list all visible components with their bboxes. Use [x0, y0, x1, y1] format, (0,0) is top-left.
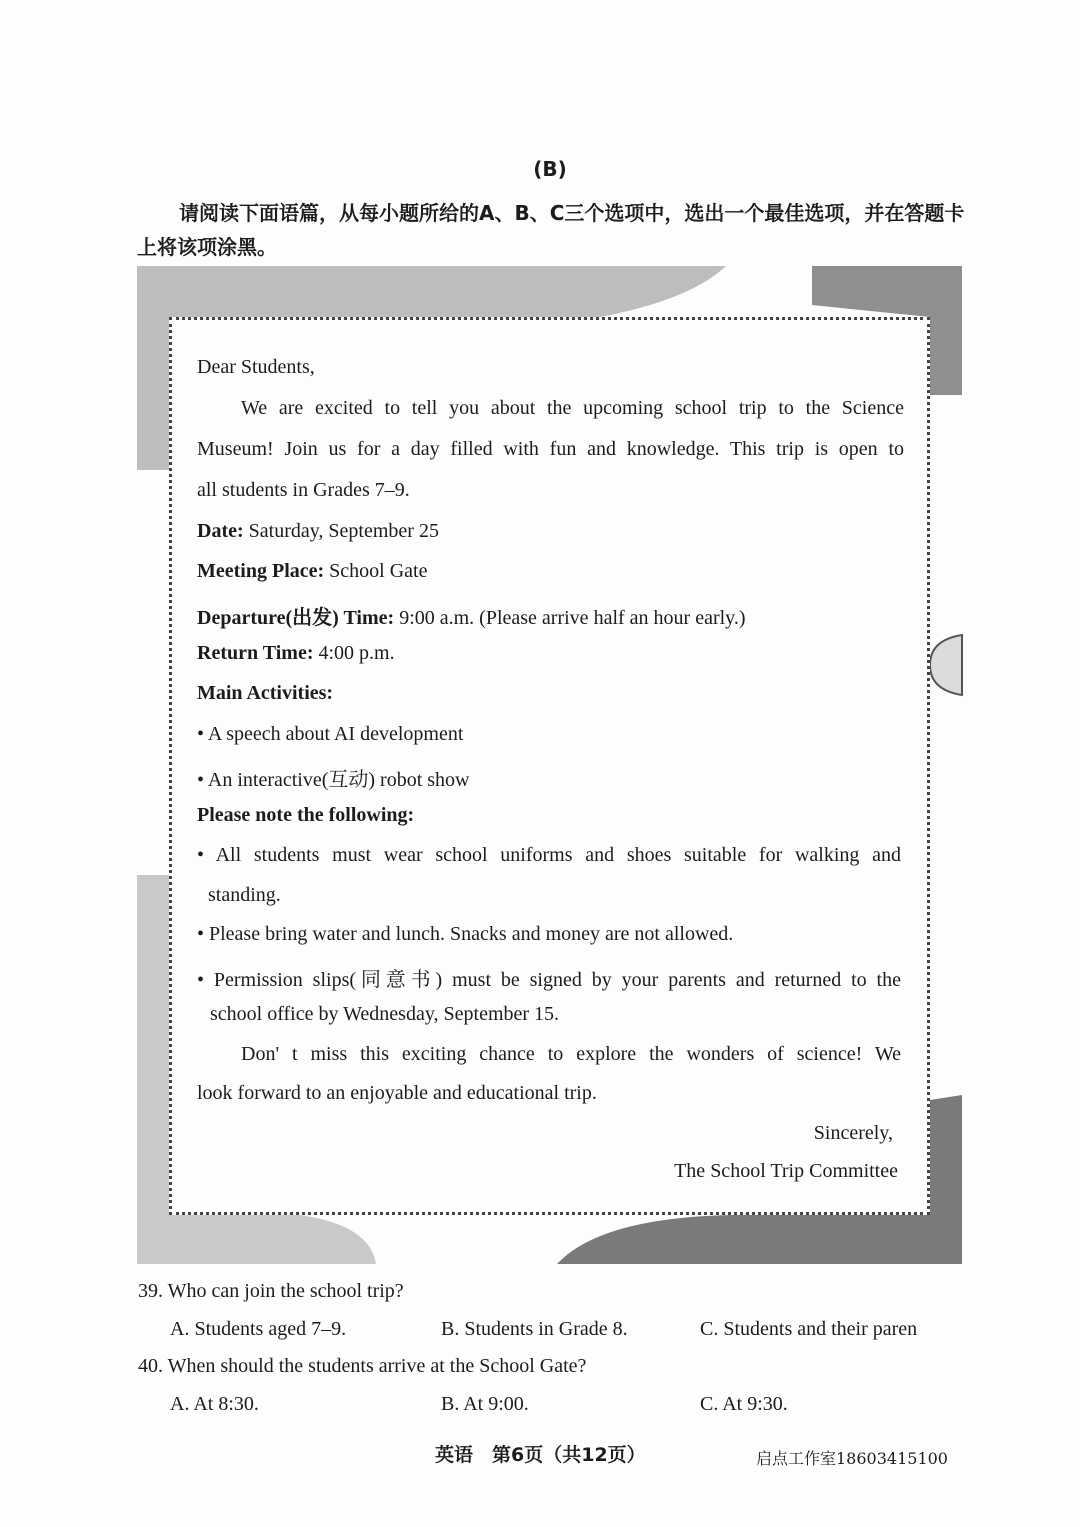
note-item: • All students must wear school uniforms and shoes suitable for walking and — [197, 844, 901, 866]
activity-item: • An interactive(互动) robot show — [197, 769, 470, 791]
studio-watermark: 启点工作室18603415100 — [756, 1449, 948, 1468]
departure-value: 9:00 a.m. (Please arrive half an hour early.) — [399, 607, 746, 629]
closing-line: Don' t miss this exciting chance to explore the wonders of science! We — [241, 1043, 901, 1065]
reading-instructions: 请阅读下面语篇，从每小题所给的A、B、C三个选项中，选出一个最佳选项，并在答题卡上将该项涂黑。 — [137, 201, 965, 259]
activity-item: • A speech about AI development — [197, 723, 464, 745]
q40-option-c: C. At 9:30. — [700, 1393, 788, 1415]
q39-option-a: A. Students aged 7–9. — [170, 1318, 347, 1340]
greeting: Dear Students, — [197, 356, 315, 378]
return-value: 4:00 p.m. — [318, 642, 395, 664]
date-label: Date: — [197, 520, 244, 542]
meeting-place-value: School Gate — [329, 560, 428, 582]
note-item: • Permission slips(同意书) must be signed by your parents and returned to the — [197, 969, 901, 991]
intro-line: We are excited to tell you about the upcoming school trip to the Science — [241, 397, 904, 419]
date-value: Saturday, September 25 — [248, 520, 439, 542]
note-item-cont: school office by Wednesday, September 15. — [210, 1003, 560, 1025]
return-label: Return Time: — [197, 642, 314, 664]
q40-option-a: A. At 8:30. — [170, 1393, 259, 1415]
q39-option-b: B. Students in Grade 8. — [441, 1318, 628, 1340]
return-row — [197, 642, 395, 665]
intro-line: all students in Grades 7–9. — [197, 479, 410, 501]
section-label: (B) — [533, 157, 567, 181]
frame-shape-right-ring — [930, 635, 962, 695]
departure-row — [197, 601, 746, 630]
page-number: 英语 第6页（共12页） — [435, 1444, 646, 1466]
note-heading: Please note the following: — [197, 804, 415, 826]
activities-heading: Main Activities: — [197, 682, 334, 704]
meeting-place-label: Meeting Place: — [197, 560, 325, 582]
intro-line: Museum! Join us for a day filled with fun and knowledge. This trip is open to — [197, 438, 904, 460]
closing-line: look forward to an enjoyable and educational trip. — [197, 1082, 597, 1104]
question-39-stem: 39. Who can join the school trip? — [138, 1280, 404, 1302]
note-item-cont: standing. — [208, 884, 281, 906]
meeting-place-row — [197, 560, 427, 583]
departure-label: Departure(出发) Time: — [197, 607, 395, 629]
note-item: • Please bring water and lunch. Snacks and money are not allowed. — [197, 923, 734, 945]
date-row — [197, 520, 439, 543]
question-40-stem: 40. When should the students arrive at the School Gate? — [138, 1355, 587, 1377]
signoff: Sincerely, — [813, 1122, 893, 1144]
q40-option-b: B. At 9:00. — [441, 1393, 529, 1415]
q39-option-c: C. Students and their paren — [700, 1318, 918, 1340]
signature: The School Trip Committee — [674, 1160, 898, 1182]
